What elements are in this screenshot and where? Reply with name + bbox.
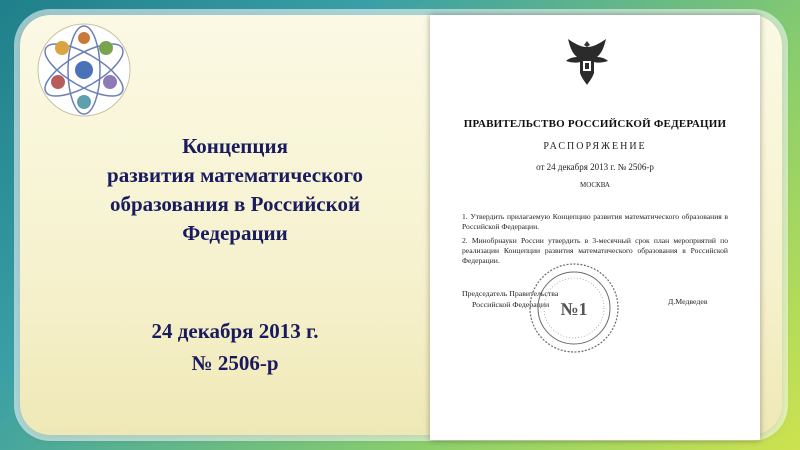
slide-title bbox=[70, 132, 400, 248]
official-seal-icon bbox=[528, 262, 620, 354]
decree-document-image bbox=[430, 15, 760, 440]
document-signature-name: Д.Медведев bbox=[668, 297, 708, 306]
slide-date-number bbox=[70, 315, 400, 379]
document-date-line: от 24 декабря 2013 г. № 2506-р bbox=[536, 162, 654, 172]
title-line: Федерации bbox=[182, 221, 288, 245]
signer-title-line-1: Председатель Правительства bbox=[462, 289, 559, 298]
signer-title-line-2: Российской Федерации bbox=[472, 300, 550, 309]
document-type: РАСПОРЯЖЕНИЕ bbox=[543, 141, 647, 152]
double-headed-eagle-icon bbox=[562, 35, 612, 87]
document-item-2: 2. Минобрнауки России утвердить в 3-месячный срок план мероприятий по реализации Концепции развития математического образования в Российской Федерации. bbox=[462, 236, 728, 265]
slide-date: 24 декабря 2013 г. bbox=[151, 319, 319, 343]
seal-number: №1 bbox=[560, 299, 588, 319]
title-line: Концепция bbox=[182, 134, 288, 158]
slide-number: № 2506-р bbox=[191, 351, 279, 375]
document-city: МОСКВА bbox=[580, 181, 610, 189]
document-item-1: 1. Утвердить прилагаемую Концепцию развития математического образования в Российской Федерации. bbox=[462, 212, 728, 231]
document-government-heading: ПРАВИТЕЛЬСТВО РОССИЙСКОЙ ФЕДЕРАЦИИ bbox=[463, 118, 727, 130]
association-logo-icon bbox=[34, 20, 134, 120]
title-line: развития математического bbox=[107, 163, 363, 187]
title-line: образования в Российской bbox=[109, 192, 361, 216]
